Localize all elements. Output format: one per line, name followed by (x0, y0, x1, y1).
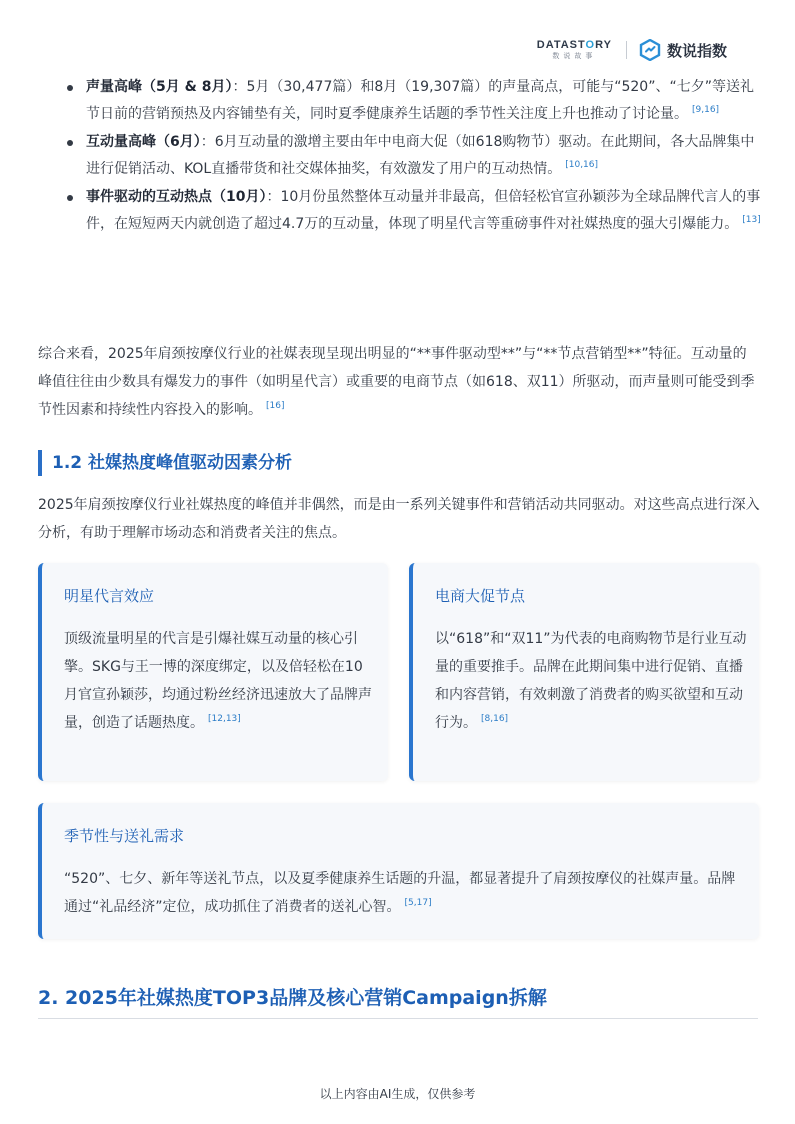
card-title: 电商大促节点 (435, 587, 526, 605)
citation-ref[interactable]: [9,16] (692, 105, 720, 116)
section-intro: 2025年肩颈按摩仪行业社媒热度的峰值并非偶然，而是由一系列关键事件和营销活动共同驱动。对这些高点进行深入分析，有助于理解市场动态和消费者关注的焦点。 (38, 497, 760, 541)
citation-ref[interactable]: [5,17] (404, 898, 432, 909)
ai-disclaimer-footer: 以上内容由AI生成，仅供参考 (319, 1087, 476, 1101)
bullet-item (64, 129, 764, 183)
summary-paragraph: 综合来看，2025年肩颈按摩仪行业的社媒表现呈现出明显的“**事件驱动型**”与“**节点营销型**”特征。互动量的峰值往往由少数具有爆发力的事件（如明星代言）或重要的电商节点（如618、双11）所驱动，而声量则可能受到季节性因素和持续性内容投入的影响。 [16] (38, 346, 755, 418)
bullet-title: 事件驱动的互动热点（10月） (86, 189, 267, 205)
card-body: “520”、七夕、新年等送礼节点，以及夏季健康养生话题的升温，都显著提升了肩颈按摩仪的社媒声量。品牌通过“礼品经济”定位，成功抓住了消费者的送礼心智。 [5,17] (64, 871, 736, 915)
citation-ref[interactable]: [12,13] (208, 714, 241, 725)
bullet-title: 声量高峰（5月 & 8月） (86, 79, 233, 95)
bullet-text: ：5月（30,477篇）和8月（19,307篇）的声量高点，可能与“520”、“七夕”等送礼节日前的营销预热及内容铺垫有关，同时夏季健康养生话题的季节性关注度上升也推动了讨论量。 (86, 79, 754, 122)
citation-ref[interactable]: [16] (266, 401, 285, 412)
datastory-logo (537, 39, 612, 61)
bullet-item (64, 184, 764, 238)
header-divider (626, 41, 627, 59)
brand-name: 数说指数 (666, 41, 727, 60)
peak-bullet-list (64, 74, 764, 239)
bullet-title: 互动量高峰（6月） (86, 134, 201, 150)
card-title: 季节性与送礼需求 (64, 827, 185, 845)
card-ecommerce-promotion (409, 563, 759, 781)
citation-ref[interactable]: [8,16] (481, 714, 509, 725)
datastory-logo-cn: 数说故事 (552, 52, 597, 60)
card-body: 以“618”和“双11”为代表的电商购物节是行业互动量的重要推手。品牌在此期间集中进行促销、直播和内容营销，有效刺激了消费者的购买欲望和互动行为。 [8,16] (435, 631, 747, 731)
citation-ref[interactable]: [10,16] (565, 160, 599, 171)
bullet-item (64, 74, 764, 128)
section-divider (38, 1018, 758, 1019)
datastory-logo-wordmark: DATASTORY (536, 39, 612, 51)
card-title: 明星代言效应 (64, 587, 155, 605)
page-header (537, 36, 727, 64)
bullet-text: ：10月份虽然整体互动量并非最高，但倍轻松官宣孙颖莎为全球品牌代言人的事件，在短短两天内就创造了超过4.7万的互动量，体现了明星代言等重磅事件对社媒热度的强大引爆能力。 (86, 189, 761, 232)
hexagon-logo-icon (639, 39, 661, 61)
card-body: 顶级流量明星的代言是引爆社媒互动量的核心引擎。SKG与王一博的深度绑定，以及倍轻松在10月官宣孙颖莎，均通过粉丝经济迅速放大了品牌声量，创造了话题热度。 [12,13] (64, 631, 372, 731)
section-2-heading: 2. 2025年社媒热度TOP3品牌及核心营销Campaign拆解 (38, 987, 547, 1009)
card-seasonal-gifting (38, 803, 759, 939)
card-celebrity-endorsement (38, 563, 388, 781)
section-1-2-heading: 1.2 社媒热度峰值驱动因素分析 (38, 450, 292, 476)
citation-ref[interactable]: [13] (742, 215, 761, 226)
bullet-text: ：6月互动量的激增主要由年中电商大促（如618购物节）驱动。在此期间，各大品牌集中进行促销活动、KOL直播带货和社交媒体抽奖，有效激发了用户的互动热情。 (86, 134, 755, 177)
shuoshuo-index-brand (639, 39, 727, 61)
